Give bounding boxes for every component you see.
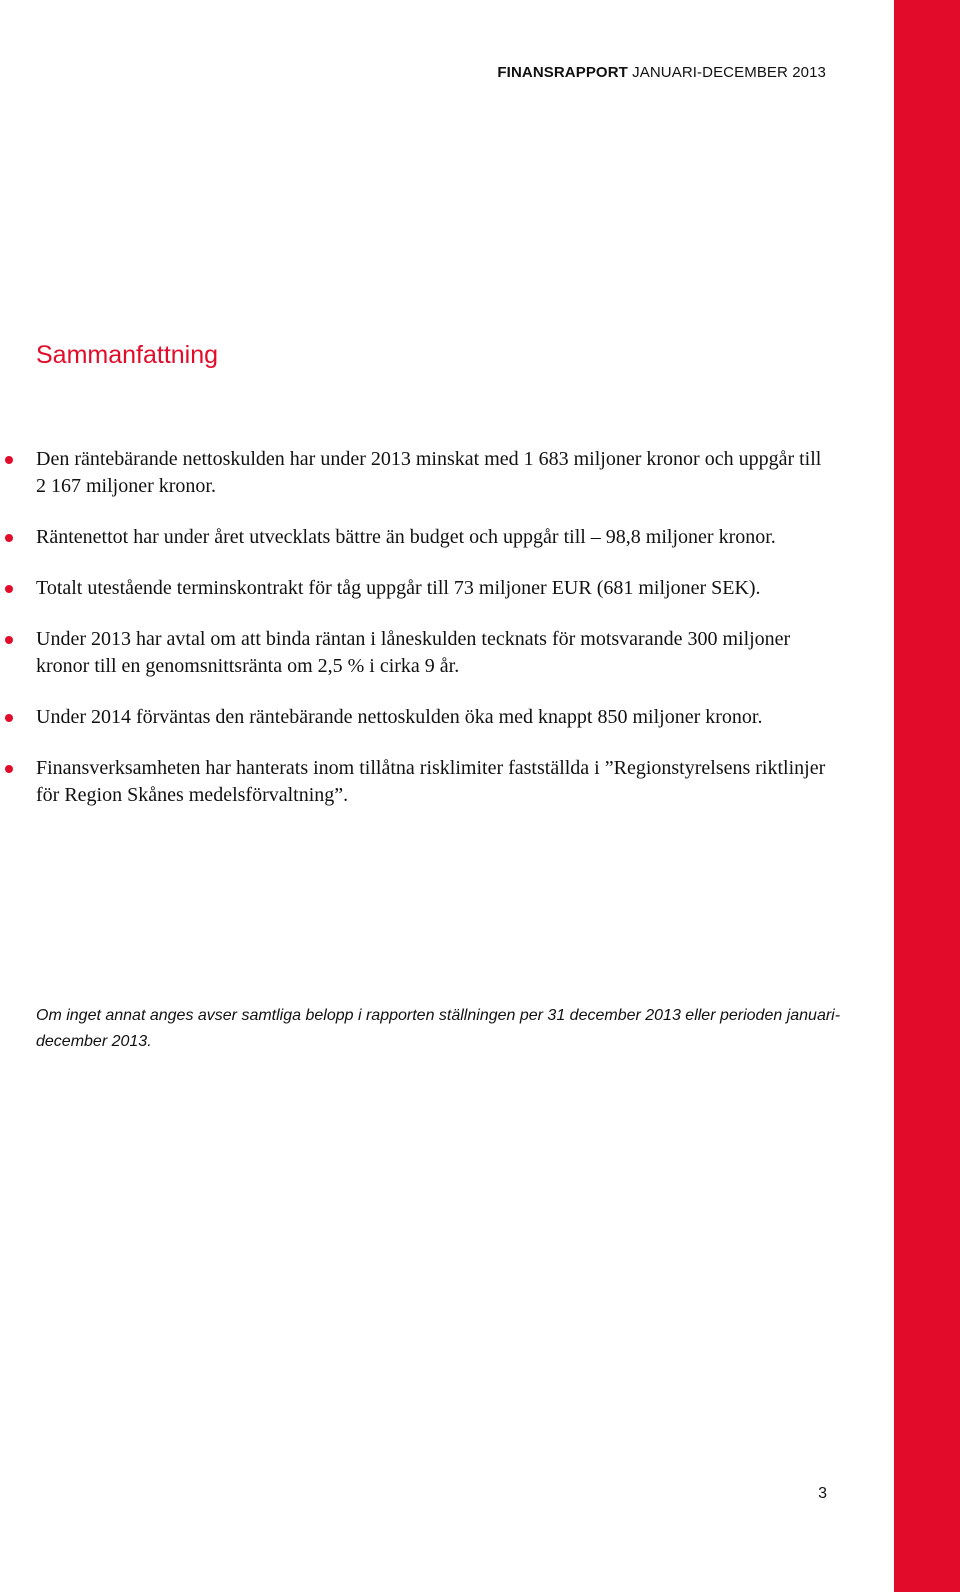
summary-item	[36, 755, 826, 809]
summary-item	[36, 575, 826, 602]
section-title: Sammanfattning	[36, 341, 219, 369]
summary-item	[36, 626, 826, 680]
summary-text: Under 2014 förväntas den räntebärande nettoskulden öka med knappt 850 miljoner kronor.	[36, 706, 763, 728]
report-title: FINANSRAPPORT	[497, 64, 628, 81]
bullet-icon	[5, 456, 13, 464]
page-number: 3	[818, 1485, 827, 1502]
report-period: JANUARI-DECEMBER 2013	[627, 64, 826, 81]
summary-text: Räntenettot har under året utvecklats bättre än budget och uppgår till – 98,8 miljoner kronor.	[36, 526, 776, 548]
summary-item	[36, 446, 826, 500]
footnote: Om inget annat anges avser samtliga belopp i rapporten ställningen per 31 december 2013 eller perioden januari-december 2013.	[36, 1007, 841, 1050]
summary-text: Under 2013 har avtal om att binda räntan i låneskulden tecknats för motsvarande 300 miljoner kronor till en genomsnittsränta om 2,5 % i cirka 9 år.	[36, 628, 791, 677]
bullet-icon	[5, 765, 13, 773]
summary-item	[36, 704, 826, 731]
red-side-band	[894, 0, 960, 1592]
summary-text: Finansverksamheten har hanterats inom tillåtna risklimiter fastställda i ”Regionstyrelsens riktlinjer för Region Skånes medelsförvaltning”.	[36, 757, 826, 806]
summary-list	[36, 446, 826, 833]
bullet-icon	[5, 714, 13, 722]
summary-text: Den räntebärande nettoskulden har under 2013 minskat med 1 683 miljoner kronor och uppgår till 2 167 miljoner kronor.	[36, 448, 822, 497]
bullet-icon	[5, 585, 13, 593]
running-header	[497, 64, 826, 81]
bullet-icon	[5, 534, 13, 542]
bullet-icon	[5, 636, 13, 644]
summary-item	[36, 524, 826, 551]
summary-text: Totalt utestående terminskontrakt för tåg uppgår till 73 miljoner EUR (681 miljoner SEK).	[36, 577, 761, 599]
